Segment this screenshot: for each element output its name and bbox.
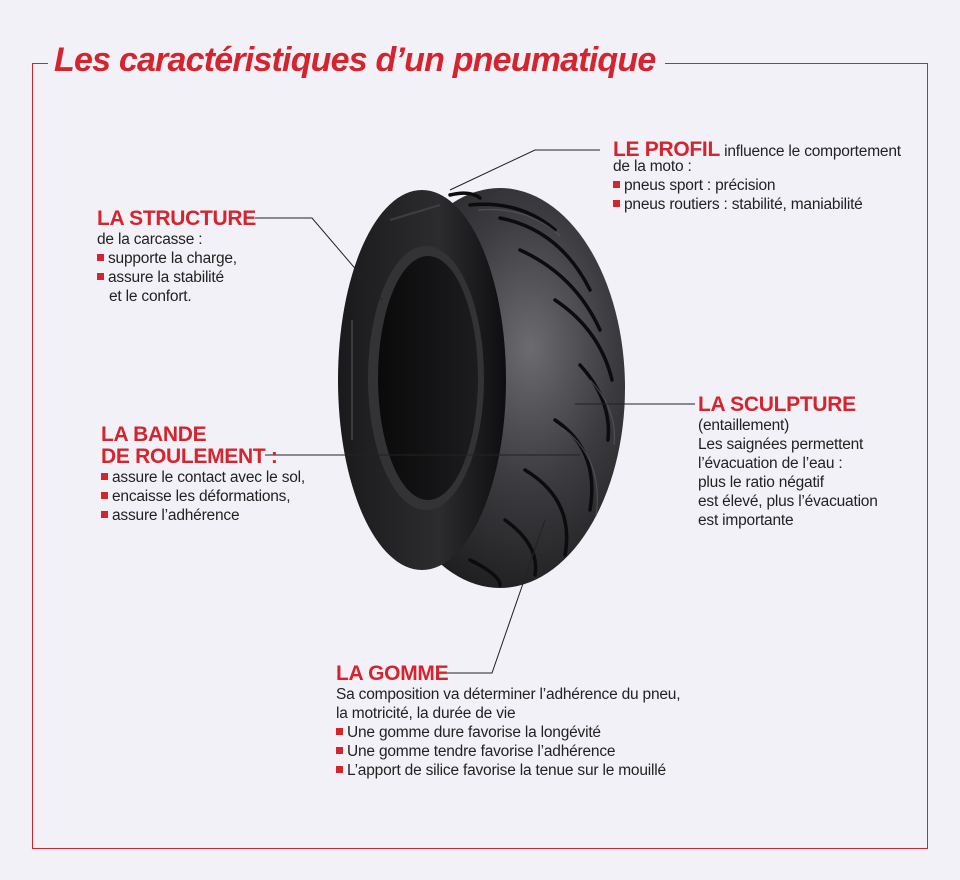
bande-block bbox=[101, 424, 305, 525]
structure-continuation: et le confort. bbox=[109, 288, 192, 305]
bande-heading: LA BANDE bbox=[101, 423, 207, 446]
sculpture-block bbox=[698, 394, 878, 530]
gomme-bullet: Une gomme dure favorise la longévité bbox=[336, 723, 680, 742]
bullet-icon bbox=[336, 747, 343, 754]
gomme-bullet: Une gomme tendre favorise l’adhérence bbox=[336, 742, 680, 761]
bullet-icon bbox=[336, 728, 343, 735]
bullet-icon bbox=[613, 200, 620, 207]
sculpture-line: plus le ratio négatif bbox=[698, 474, 824, 491]
sculpture-line: l’évacuation de l’eau : bbox=[698, 455, 843, 472]
sculpture-line: (entaillement) bbox=[698, 417, 790, 434]
motorcycle-tire-icon bbox=[338, 188, 625, 588]
profil-intro: influence le comportement bbox=[724, 143, 901, 160]
structure-block bbox=[97, 208, 256, 306]
profil-heading: LE PROFIL bbox=[613, 138, 720, 161]
structure-bullet: assure la stabilité bbox=[97, 268, 256, 287]
profil-intro-2: de la moto : bbox=[613, 158, 692, 175]
bullet-icon bbox=[101, 492, 108, 499]
bande-bullet: assure le contact avec le sol, bbox=[101, 468, 305, 487]
sculpture-line: Les saignées permettent bbox=[698, 436, 864, 453]
gomme-line: la motricité, la durée de vie bbox=[336, 705, 516, 722]
profil-bullet: pneus sport : précision bbox=[613, 176, 901, 195]
bullet-icon bbox=[101, 473, 108, 480]
profil-block bbox=[613, 140, 901, 214]
bullet-icon bbox=[336, 766, 343, 773]
profil-bullet: pneus routiers : stabilité, maniabilité bbox=[613, 195, 901, 214]
bullet-icon bbox=[97, 273, 104, 280]
page-title: Les caractéristiques d’un pneumatique bbox=[48, 38, 665, 82]
structure-heading: LA STRUCTURE bbox=[97, 207, 256, 230]
gomme-line: Sa composition va déterminer l’adhérence du pneu, bbox=[336, 686, 681, 703]
sculpture-line: est élevé, plus l’évacuation bbox=[698, 493, 878, 510]
bande-bullet: assure l’adhérence bbox=[101, 506, 305, 525]
gomme-heading: LA GOMME bbox=[336, 662, 449, 685]
structure-bullet: supporte la charge, bbox=[97, 249, 256, 268]
bande-bullet: encaisse les déformations, bbox=[101, 487, 305, 506]
gomme-bullet: L’apport de silice favorise la tenue sur le mouillé bbox=[336, 761, 680, 780]
bullet-icon bbox=[97, 254, 104, 261]
sculpture-heading: LA SCULPTURE bbox=[698, 393, 856, 416]
bullet-icon bbox=[613, 181, 620, 188]
leader-profil bbox=[450, 150, 600, 190]
bande-heading-2: DE ROULEMENT : bbox=[101, 445, 278, 468]
structure-intro: de la carcasse : bbox=[97, 231, 203, 248]
gomme-block bbox=[336, 663, 680, 780]
bullet-icon bbox=[101, 511, 108, 518]
sculpture-line: est importante bbox=[698, 512, 794, 529]
